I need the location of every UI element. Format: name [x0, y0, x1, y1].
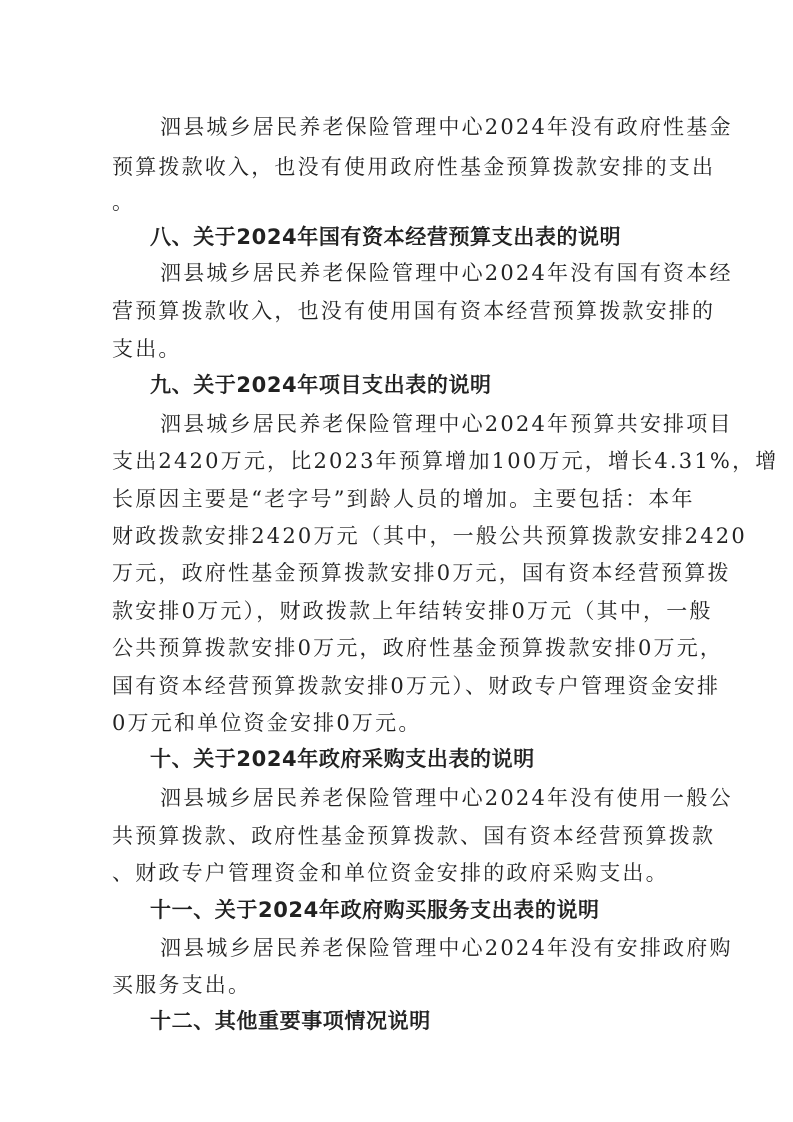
- paragraph-line: 支出。: [112, 337, 182, 361]
- paragraph-line: 买服务支出。: [112, 973, 252, 997]
- paragraph-line: 共预算拨款、政府性基金预算拨款、国有资本经营预算拨款: [112, 824, 716, 848]
- paragraph-line: 财政拨款安排2420万元（其中，一般公共预算拨款安排2420: [112, 524, 747, 548]
- paragraph-line: 泗县城乡居民养老保险管理中心2024年没有使用一般公: [160, 786, 733, 810]
- section-heading-9: 九、关于2024年项目支出表的说明: [150, 373, 492, 397]
- paragraph-line: 泗县城乡居民养老保险管理中心2024年没有政府性基金: [160, 115, 733, 139]
- paragraph-line: 泗县城乡居民养老保险管理中心2024年预算共安排项目: [160, 412, 733, 436]
- paragraph-line: 万元，政府性基金预算拨款安排0万元，国有资本经营预算拨: [112, 561, 731, 585]
- section-heading-8: 八、关于2024年国有资本经营预算支出表的说明: [150, 225, 622, 249]
- paragraph-line: 营预算拨款收入，也没有使用国有资本经营预算拨款安排的: [112, 299, 716, 323]
- section-heading-10: 十、关于2024年政府采购支出表的说明: [150, 747, 535, 771]
- paragraph-line: 国有资本经营预算拨款安排0万元）、财政专户管理资金安排: [112, 674, 721, 698]
- paragraph-line: 长原因主要是“老字号”到龄人员的增加。主要包括：本年: [112, 487, 695, 511]
- paragraph-line: 款安排0万元），财政拨款上年结转安排0万元（其中，一般: [112, 599, 713, 623]
- paragraph-line: 支出2420万元，比2023年预算增加100万元，增长4.31%，增: [112, 449, 779, 473]
- section-heading-11: 十一、关于2024年政府购买服务支出表的说明: [150, 898, 600, 922]
- paragraph-line: 、财政专户管理资金和单位资金安排的政府采购支出。: [112, 861, 669, 885]
- paragraph-line: 泗县城乡居民养老保险管理中心2024年没有安排政府购: [160, 936, 733, 960]
- paragraph-line: 。: [112, 190, 136, 214]
- paragraph-line: 0万元和单位资金安排0万元。: [112, 711, 422, 735]
- paragraph-line: 预算拨款收入，也没有使用政府性基金预算拨款安排的支出: [112, 155, 716, 179]
- paragraph-line: 泗县城乡居民养老保险管理中心2024年没有国有资本经: [160, 261, 733, 285]
- section-heading-12: 十二、其他重要事项情况说明: [150, 1009, 431, 1033]
- paragraph-line: 公共预算拨款安排0万元，政府性基金预算拨款安排0万元，: [112, 636, 724, 660]
